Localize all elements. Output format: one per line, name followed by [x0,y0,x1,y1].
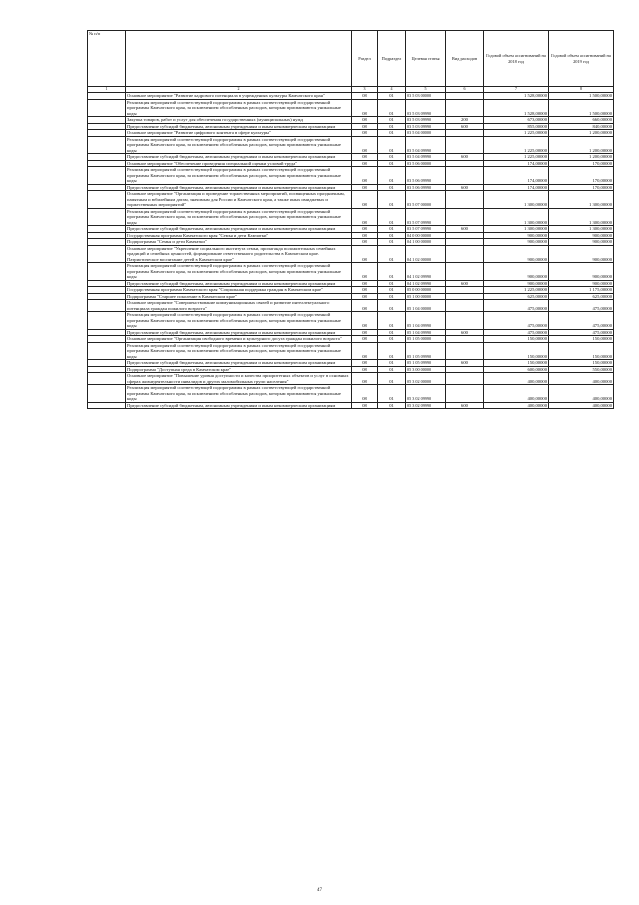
cell-target-code: 05 1 05 09990 [406,342,446,360]
cell-target-code: 03 5 04 09990 [406,136,446,154]
cell-razdel: 08 [352,93,378,100]
header-target: Целевая статья [406,31,446,87]
cell-num [88,402,126,409]
cell-podrazdel: 01 [378,123,406,130]
cell-volume-2018: 900,00000 [484,280,549,287]
cell-volume-2018: 1 225,00000 [484,130,549,137]
cell-volume-2019: 475,00000 [549,312,614,330]
cell-name: Предоставление субсидий бюджетным, автономным учреждениям и иным некоммерческим организациям [126,360,352,367]
cell-podrazdel: 01 [378,287,406,294]
table-row [88,373,614,385]
cell-volume-2019: 400,00000 [549,402,614,409]
cell-volume-2018: 900,00000 [484,263,549,281]
cell-name: Предоставление субсидий бюджетным, автономным учреждениям и иным некоммерческим организациям [126,123,352,130]
table-row [88,300,614,312]
cell-podrazdel: 01 [378,336,406,343]
cell-podrazdel: 01 [378,373,406,385]
column-index-cell: 8 [549,87,614,93]
cell-name: Основное мероприятие "Организация и проведение торжественных мероприятий, посвященных праздничным, памятным и юбилейным датам, значимым для России и Камчатского края, а также иных имиджевых и торжественных мероприятий" [126,191,352,209]
cell-num [88,245,126,263]
cell-razdel: 08 [352,239,378,246]
cell-vid [446,191,484,209]
cell-podrazdel: 01 [378,117,406,124]
cell-name: Основное мероприятие "Обеспечение проведения специальной оценки условий труда" [126,160,352,167]
cell-razdel: 08 [352,245,378,263]
cell-name: Предоставление субсидий бюджетным, автономным учреждениям и иным некоммерческим организациям [126,329,352,336]
cell-volume-2018: 174,00000 [484,167,549,185]
cell-target-code: 04 1 02 09990 [406,263,446,281]
cell-razdel: 08 [352,226,378,233]
cell-name: Основное мероприятие "Развитие цифрового контента в сфере культуры" [126,130,352,137]
cell-podrazdel: 01 [378,263,406,281]
header-name [126,31,352,87]
cell-razdel: 08 [352,293,378,300]
table-row [88,402,614,409]
cell-volume-2018: 1 528,00000 [484,99,549,117]
cell-razdel: 08 [352,263,378,281]
cell-podrazdel: 01 [378,167,406,185]
cell-num [88,208,126,226]
cell-name: Подпрограмма "Доступная среда в Камчатском крае" [126,366,352,373]
cell-volume-2019: 1 300,00000 [549,208,614,226]
cell-name: Реализация мероприятий соответствующей подпрограммы в рамках соответствующей государственной программы Камчатского края, за исключением обособленных расходов, которым присваиваются уникальные коды [126,136,352,154]
cell-num [88,263,126,281]
cell-volume-2018: 400,00000 [484,373,549,385]
cell-volume-2019: 150,00000 [549,360,614,367]
cell-volume-2018: 900,00000 [484,239,549,246]
cell-name: Реализация мероприятий соответствующей подпрограммы в рамках соответствующей государственной программы Камчатского края, за исключением обособленных расходов, которым присваиваются уникальные коды [126,167,352,185]
cell-volume-2019: 900,00000 [549,263,614,281]
cell-razdel: 08 [352,191,378,209]
cell-name: Реализация мероприятий соответствующей подпрограммы в рамках соответствующей государственной программы Камчатского края, за исключением обособленных расходов, которым присваиваются уникальные коды [126,342,352,360]
cell-razdel: 08 [352,336,378,343]
document-page [87,30,613,409]
cell-vid: 600 [446,329,484,336]
cell-num [88,99,126,117]
cell-vid [446,99,484,117]
cell-razdel: 08 [352,184,378,191]
cell-name: Предоставление субсидий бюджетным, автономным учреждениям и иным некоммерческим организациям [126,226,352,233]
cell-target-code: 03 5 04 00000 [406,130,446,137]
cell-target-code: 05 3 02 09990 [406,402,446,409]
cell-num [88,191,126,209]
cell-volume-2018: 174,00000 [484,184,549,191]
cell-podrazdel: 01 [378,154,406,161]
cell-vid: 600 [446,360,484,367]
cell-name: Государственная программа Камчатского края "Семья и дети Камчатки" [126,232,352,239]
cell-num [88,167,126,185]
cell-volume-2018: 1 225,00000 [484,287,549,294]
column-index-cell: 1 [88,87,126,93]
cell-razdel: 08 [352,117,378,124]
cell-vid: 600 [446,402,484,409]
cell-name: Основное мероприятие "Повышение уровня доступности и качества приоритетных объектов и услуг в основных сферах жизнедеятельности инвалидов и других маломобильных групп населения" [126,373,352,385]
table-row [88,191,614,209]
cell-podrazdel: 01 [378,280,406,287]
cell-name: Предоставление субсидий бюджетным, автономным учреждениям и иным некоммерческим организациям [126,402,352,409]
cell-target-code: 05 0 00 00000 [406,287,446,294]
cell-num [88,342,126,360]
cell-podrazdel: 01 [378,360,406,367]
cell-volume-2019: 1 200,00000 [549,136,614,154]
cell-razdel: 08 [352,385,378,403]
cell-razdel: 08 [352,366,378,373]
cell-target-code: 04 0 00 00000 [406,232,446,239]
cell-target-code: 05 3 00 00000 [406,366,446,373]
cell-razdel: 08 [352,232,378,239]
cell-razdel: 08 [352,373,378,385]
cell-volume-2018: 600,00000 [484,366,549,373]
cell-target-code: 03 5 06 09990 [406,184,446,191]
cell-volume-2019: 1 300,00000 [549,191,614,209]
cell-volume-2019: 170,00000 [549,160,614,167]
cell-volume-2019: 150,00000 [549,336,614,343]
table-row [88,99,614,117]
cell-vid [446,373,484,385]
cell-volume-2018: 1 300,00000 [484,191,549,209]
cell-podrazdel: 01 [378,366,406,373]
cell-volume-2018: 1 300,00000 [484,208,549,226]
page-number: 47 [317,888,322,893]
cell-volume-2018: 150,00000 [484,336,549,343]
cell-volume-2018: 475,00000 [484,300,549,312]
cell-volume-2018: 900,00000 [484,232,549,239]
cell-volume-2019: 840,00000 [549,123,614,130]
cell-podrazdel: 01 [378,191,406,209]
cell-podrazdel: 01 [378,136,406,154]
cell-vid: 600 [446,280,484,287]
cell-volume-2019: 475,00000 [549,329,614,336]
cell-podrazdel: 01 [378,226,406,233]
table-body [88,87,614,409]
cell-target-code: 03 5 04 09990 [406,154,446,161]
cell-volume-2019: 400,00000 [549,373,614,385]
header-razdel: Раздел [352,31,378,87]
cell-volume-2019: 660,00000 [549,117,614,124]
cell-name: Основное мероприятие "Укрепление социального института семьи, пропаганда положительных семейных традиций и семейных ценностей, формирование ответственного родительства в Камчатском крае. Патриотическое воспитание детей в Камчатском крае" [126,245,352,263]
cell-vid: 600 [446,184,484,191]
cell-razdel: 08 [352,329,378,336]
cell-volume-2019: 150,00000 [549,342,614,360]
cell-vid [446,312,484,330]
cell-target-code: 03 5 03 09990 [406,123,446,130]
cell-volume-2018: 400,00000 [484,385,549,403]
cell-name: Основное мероприятие "Совершенствование коммуникационных связей и развитие интеллектуального потенциала граждан пожилого возраста" [126,300,352,312]
cell-target-code: 03 5 07 00000 [406,191,446,209]
header-vol2018: Годовой объем ассигнований на 2018 год [484,31,549,87]
cell-volume-2018: 673,00000 [484,117,549,124]
cell-target-code: 05 1 05 09990 [406,360,446,367]
cell-vid: 200 [446,117,484,124]
header-vol2019: Годовой объем ассигнований на 2019 год [549,31,614,87]
cell-podrazdel: 01 [378,245,406,263]
cell-vid: 600 [446,123,484,130]
cell-target-code: 05 1 05 00000 [406,336,446,343]
cell-target-code: 05 1 04 09990 [406,329,446,336]
cell-volume-2018: 400,00000 [484,402,549,409]
cell-volume-2019: 625,00000 [549,293,614,300]
cell-razdel: 08 [352,154,378,161]
cell-volume-2019: 550,00000 [549,366,614,373]
cell-volume-2018: 1 528,00000 [484,93,549,100]
column-index-cell: 3 [352,87,378,93]
cell-razdel: 08 [352,342,378,360]
cell-name: Предоставление субсидий бюджетным, автономным учреждениям и иным некоммерческим организациям [126,280,352,287]
cell-podrazdel: 01 [378,300,406,312]
cell-num [88,373,126,385]
cell-name: Реализация мероприятий соответствующей подпрограммы в рамках соответствующей государственной программы Камчатского края, за исключением обособленных расходов, которым присваиваются уникальные коды [126,263,352,281]
cell-name: Реализация мероприятий соответствующей подпрограммы в рамках соответствующей государственной программы Камчатского края, за исключением обособленных расходов, которым присваиваются уникальные коды [126,208,352,226]
column-index-cell: 6 [446,87,484,93]
cell-target-code: 05 1 04 09990 [406,312,446,330]
cell-volume-2019: 900,00000 [549,239,614,246]
cell-volume-2018: 174,00000 [484,160,549,167]
cell-name: Реализация мероприятий соответствующей подпрограммы в рамках соответствующей государственной программы Камчатского края, за исключением обособленных расходов, которым присваиваются уникальные коды [126,312,352,330]
cell-vid [446,385,484,403]
cell-volume-2018: 1 300,00000 [484,226,549,233]
cell-podrazdel: 01 [378,385,406,403]
cell-razdel: 08 [352,280,378,287]
cell-podrazdel: 01 [378,312,406,330]
cell-razdel: 08 [352,123,378,130]
cell-target-code: 04 1 02 09990 [406,280,446,287]
cell-razdel: 08 [352,287,378,294]
cell-podrazdel: 01 [378,293,406,300]
cell-target-code: 05 1 00 00000 [406,293,446,300]
cell-razdel: 08 [352,360,378,367]
cell-vid: 600 [446,226,484,233]
cell-volume-2018: 625,00000 [484,293,549,300]
cell-volume-2019: 475,00000 [549,300,614,312]
cell-vid [446,300,484,312]
column-index-cell: 5 [406,87,446,93]
cell-podrazdel: 01 [378,239,406,246]
cell-volume-2019: 1 200,00000 [549,154,614,161]
cell-volume-2019: 1 500,00000 [549,93,614,100]
cell-volume-2019: 400,00000 [549,385,614,403]
table-row [88,208,614,226]
cell-podrazdel: 01 [378,160,406,167]
cell-target-code: 03 5 03 09990 [406,99,446,117]
cell-target-code: 04 1 00 00000 [406,239,446,246]
cell-name: Реализация мероприятий соответствующей подпрограммы в рамках соответствующей государственной программы Камчатского края, за исключением обособленных расходов, которым присваиваются уникальные коды [126,385,352,403]
cell-razdel: 08 [352,208,378,226]
cell-vid [446,245,484,263]
cell-num [88,136,126,154]
cell-podrazdel: 01 [378,329,406,336]
cell-razdel: 08 [352,160,378,167]
cell-volume-2019: 900,00000 [549,280,614,287]
cell-name: Предоставление субсидий бюджетным, автономным учреждениям и иным некоммерческим организациям [126,184,352,191]
cell-volume-2018: 475,00000 [484,329,549,336]
cell-volume-2018: 900,00000 [484,245,549,263]
table-row [88,385,614,403]
cell-target-code: 03 5 06 00000 [406,160,446,167]
cell-podrazdel: 01 [378,99,406,117]
table-row [88,263,614,281]
cell-volume-2018: 475,00000 [484,312,549,330]
cell-volume-2019: 1 500,00000 [549,99,614,117]
cell-razdel: 08 [352,130,378,137]
cell-razdel: 08 [352,99,378,117]
cell-volume-2019: 1 175,00000 [549,287,614,294]
cell-volume-2018: 855,00000 [484,123,549,130]
cell-target-code: 03 5 07 09990 [406,208,446,226]
cell-vid [446,263,484,281]
header-podrazdel: Подраздел [378,31,406,87]
cell-vid [446,208,484,226]
cell-podrazdel: 01 [378,342,406,360]
cell-razdel: 08 [352,300,378,312]
table-row [88,312,614,330]
cell-volume-2019: 900,00000 [549,245,614,263]
cell-volume-2019: 170,00000 [549,184,614,191]
cell-name: Государственная программа Камчатского края "Социальная поддержка граждан в Камчатском крае" [126,287,352,294]
cell-name: Закупка товаров, работ и услуг для обеспечения государственных (муниципальных) нужд [126,117,352,124]
cell-name: Подпрограмма "Семья и дети Камчатки" [126,239,352,246]
cell-name: Предоставление субсидий бюджетным, автономным учреждениям и иным некоммерческим организациям [126,154,352,161]
table-row [88,136,614,154]
cell-podrazdel: 01 [378,184,406,191]
cell-razdel: 08 [352,312,378,330]
cell-num [88,300,126,312]
cell-name: Основное мероприятие "Организация свободного времени и культурного досуга граждан пожилого возраста" [126,336,352,343]
cell-target-code: 05 3 02 09990 [406,385,446,403]
cell-volume-2018: 150,00000 [484,342,549,360]
cell-name: Реализация мероприятий соответствующей подпрограммы в рамках соответствующей государственной программы Камчатского края, за исключением обособленных расходов, которым присваиваются уникальные коды [126,99,352,117]
table-row [88,245,614,263]
cell-volume-2018: 1 225,00000 [484,154,549,161]
cell-volume-2019: 170,00000 [549,167,614,185]
cell-volume-2018: 150,00000 [484,360,549,367]
header-vid: Вид расходов [446,31,484,87]
column-index-cell: 2 [126,87,352,93]
cell-podrazdel: 01 [378,130,406,137]
cell-target-code: 03 5 07 09990 [406,226,446,233]
cell-target-code: 03 5 06 09990 [406,167,446,185]
table-row [88,342,614,360]
cell-podrazdel: 01 [378,402,406,409]
cell-vid [446,136,484,154]
cell-target-code: 03 5 03 09990 [406,117,446,124]
cell-podrazdel: 01 [378,208,406,226]
cell-vid [446,167,484,185]
column-index-cell: 4 [378,87,406,93]
cell-name: Основное мероприятие "Развитие кадрового потенциала в учреждениях культуры Камчатского края" [126,93,352,100]
cell-volume-2019: 1 200,00000 [549,130,614,137]
cell-name: Подпрограмма "Старшее поколение в Камчатском крае" [126,293,352,300]
cell-volume-2019: 900,00000 [549,232,614,239]
column-index-cell: 7 [484,87,549,93]
cell-razdel: 08 [352,136,378,154]
cell-num [88,385,126,403]
cell-target-code: 04 1 02 00000 [406,245,446,263]
budget-table [87,30,614,409]
cell-vid: 600 [446,154,484,161]
cell-razdel: 08 [352,402,378,409]
cell-podrazdel: 01 [378,232,406,239]
cell-podrazdel: 01 [378,93,406,100]
cell-num [88,312,126,330]
cell-target-code: 05 3 02 00000 [406,373,446,385]
cell-vid [446,342,484,360]
cell-target-code: 05 1 04 00000 [406,300,446,312]
header-num: № п/п [88,31,126,87]
cell-volume-2019: 1 300,00000 [549,226,614,233]
table-row [88,167,614,185]
cell-razdel: 08 [352,167,378,185]
cell-target-code: 03 5 03 00000 [406,93,446,100]
table-header-row [88,31,614,87]
cell-volume-2018: 1 225,00000 [484,136,549,154]
